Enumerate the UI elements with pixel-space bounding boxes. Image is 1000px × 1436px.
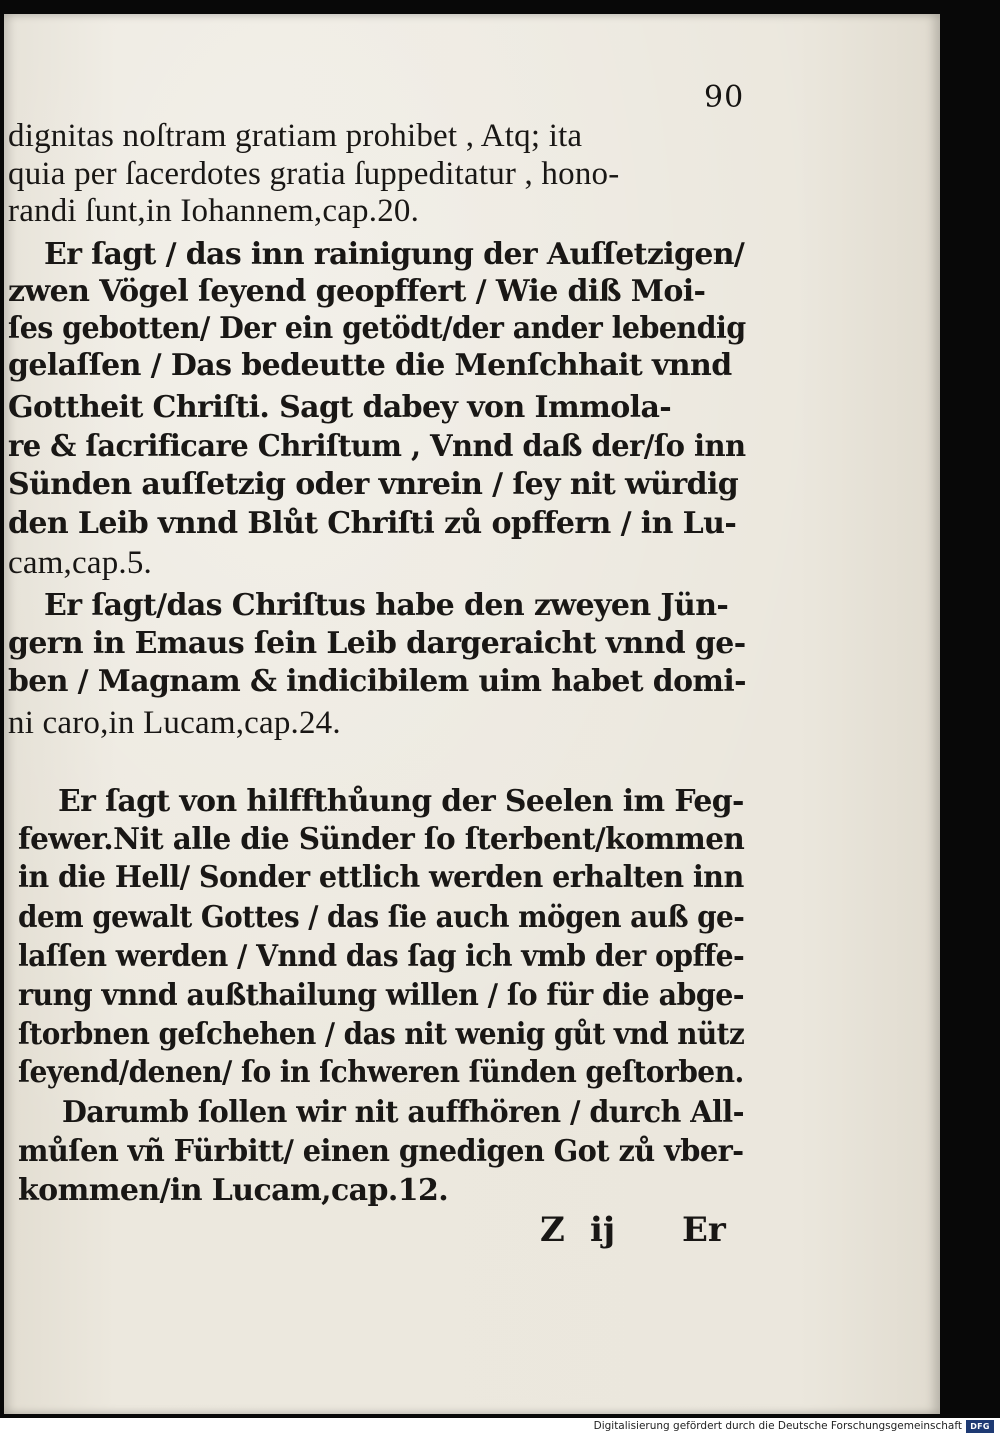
text-line: dignitas noſtram gratiam prohibet , Atq; ita [8, 118, 583, 154]
text-line: dem gewalt Gottes / das ſie auch mögen auß ge- [18, 900, 745, 935]
text-line: gern in Emaus ſein Leib dargeraicht vnnd ge- [8, 626, 746, 661]
text-line: fewer.Nit alle die Sünder ſo ſterbent/kommen [18, 822, 745, 857]
signature-line [540, 1210, 750, 1256]
text-line: můſen vñ Fürbitt/ einen gnedigen Got zů vber- [18, 1134, 744, 1169]
text-line: zwen Vögel ſeyend geopffert / Wie diß Moi- [8, 274, 706, 309]
text-line: in die Hell/ Sonder ettlich werden erhalten inn [18, 860, 744, 895]
text-line: ben / Magnam & indicibilem uim habet domi- [8, 664, 746, 699]
text-line: laſſen werden / Vnnd das ſag ich vmb der opffe- [18, 939, 745, 974]
signature-mark: Z [540, 1210, 565, 1250]
text-line: Sünden auſſetzig oder vnrein / ſey nit würdig [8, 467, 739, 502]
text-line: den Leib vnnd Blůt Chriſti zů opffern / in Lu- [8, 506, 737, 541]
footer-credit: Digitalisierung gefördert durch die Deutsche Forschungsgemeinschaft [593, 1420, 962, 1432]
text-line: rung vnnd außthailung willen / ſo für die abge- [18, 978, 745, 1013]
text-line: ni caro,in Lucam,cap.24. [8, 705, 341, 741]
text-line: Darumb ſollen wir nit auffhören / durch All- [62, 1095, 744, 1130]
footer-bar [0, 1418, 1000, 1436]
text-line: kommen/in Lucam,cap.12. [18, 1173, 449, 1208]
text-line: gelaſſen / Das bedeutte die Menſchhait vnnd [8, 348, 732, 383]
text-line: randi ſunt,in Iohannem,cap.20. [8, 193, 420, 229]
text-line: Er ſagt von hilffthůung der Seelen im Feg- [58, 784, 744, 819]
book-page [4, 14, 940, 1414]
text-line: re & ſacrificare Chriſtum , Vnnd daß der/ſo inn [8, 429, 746, 464]
text-line: ſes gebotten/ Der ein getödt/der ander lebendig [8, 311, 746, 346]
signature-number: ij [590, 1210, 616, 1250]
text-line: cam,cap.5. [8, 545, 153, 581]
text-line: Er ſagt / das inn rainigung der Auſſetzigen/ [44, 237, 745, 272]
text-line: Er ſagt/das Chriſtus habe den zweyen Jün- [44, 588, 729, 623]
text-line: ſtorbnen geſchehen / das nit wenig gůt vnd nütz [18, 1017, 745, 1052]
dfg-logo-icon: DFG [966, 1420, 994, 1433]
text-line: Gottheit Chriſti. Sagt dabey von Immola- [8, 390, 672, 425]
page-number: 90 [704, 80, 745, 115]
text-line: quia per ſacerdotes gratia ſuppeditatur , hono- [8, 156, 620, 192]
catchword: Er [682, 1210, 726, 1250]
text-line: ſeyend/denen/ ſo in ſchweren ſünden geſtorben. [18, 1055, 744, 1090]
